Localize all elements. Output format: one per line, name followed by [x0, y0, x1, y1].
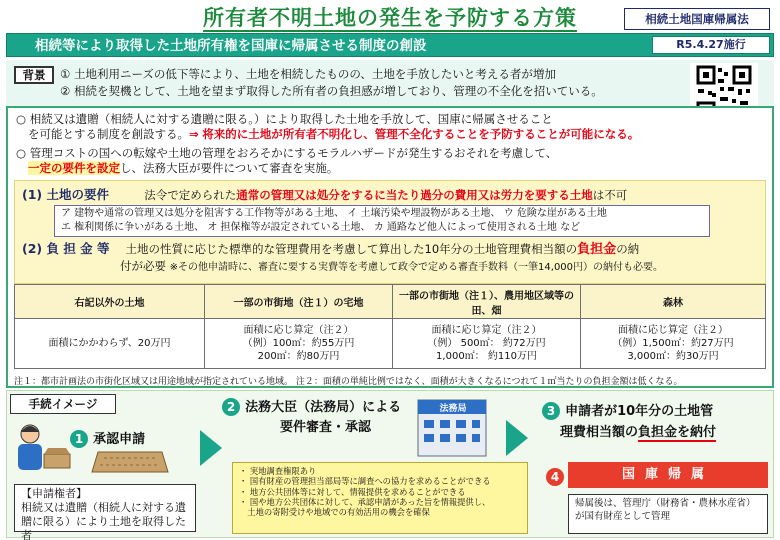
arrow-right-icon [200, 430, 222, 466]
fee-cell: 面積にかかわらず、20万円 [15, 319, 205, 369]
step-3: 3 申請者が10年分の土地管 理費相当額の負担金を納付 [542, 400, 772, 442]
point-2: ○ 管理コストの国への転嫁や土地の管理をおろそかにするモラルハザードが発生するおそれを考慮して、 一定の要件を設定し、法務大臣が要件について審査を実施。 [16, 146, 558, 175]
step-1: 1 承認申請 [70, 428, 145, 448]
fee-col-head: 一部の市街地（注１）の宅地 [205, 285, 393, 319]
land-icon [90, 448, 170, 480]
fee-col-head: 一部の市街地（注１）、農用地区域等の 田、畑 [393, 285, 581, 319]
system-banner: 相続等により取得した土地所有権を国庫に帰属させる制度の創設 [6, 33, 774, 57]
fee-requirement-row: (2) 負 担 金 等 土地の性質に応じた標準的な管理費用を考慮して算出した10年分の土地管理費相当額の負担金の納 付が必要 ※その他申請時に、審査に要する実費等を考慮して政令で定める審査手数料（一筆14,000円）の納付も必要。 [22, 241, 664, 273]
law-name-tag: 相続土地国庫帰属法 [624, 8, 770, 30]
step-1-number: 1 [70, 430, 88, 448]
step-4-number: 4 [546, 466, 564, 486]
step-2: 2 法務大臣（法務局）による 要件審査・承認 [222, 396, 452, 435]
background-line-1: ① 土地利用ニーズの低下等により、土地を相続したものの、土地を手放したいと考える者が増加 [60, 67, 556, 81]
applicant-icon [10, 418, 74, 486]
fee-note: 注１：都市計画法の市街化区域又は用途地域が指定されている地域。 注２：面積の単純比例ではなく、面積が大きくなるにつれて１㎡当たりの負担金額は低くなる。 [14, 377, 683, 387]
enforcement-date-tag: R5.4.27施行 [652, 36, 770, 54]
step-4-national-treasury: 国庫帰属 [568, 462, 768, 488]
point-1: ○ 相続又は遺贈（相続人に対する遺贈に限る。）により取得した土地を手放して、国庫に帰属させること を可能とする制度を創設する。⇒ 将来的に土地が所有者不明化し、管理不全化することを予防することが可能になる。 [16, 112, 640, 141]
fee-cell: 面積に応じ算定（注２） （例）1,500㎡：約27万円 3,000㎡：約30万円 [581, 319, 766, 369]
procedure-label: 手続イメージ [10, 394, 116, 414]
background-label: 背景 [14, 66, 54, 84]
land-requirement-row: (1) 土地の要件 法令で定められた通常の管理又は処分をするに当たり過分の費用又は労力を要する土地は不可 [22, 187, 628, 202]
fee-cell: 面積に応じ算定（注２） （例）100㎡：約55万円 200㎡：約80万円 [205, 319, 393, 369]
fee-cell: 面積に応じ算定（注２） （例） 500㎡： 約72万円 1,000㎡： 約110万円 [393, 319, 581, 369]
building-label: 法務局 [439, 404, 467, 414]
page-title: 所有者不明土地の発生を予防する方策 [203, 6, 577, 30]
fee-col-head: 右記以外の土地 [15, 285, 205, 319]
excluded-land-list: ア 建物や通常の管理又は処分を阻害する工作物等がある土地、 イ 土壌汚染や埋設物がある土地、 ウ 危険な崖がある土地 エ 権利関係に争いがある土地、 オ 担保権等が設定されている土地、 カ 通路など他人によって使用される土地 など [54, 205, 710, 237]
applicant-box: 【申請権者】 相続又は遺贈（相続人に対する遺贈に限る）により土地を取得した者 [14, 484, 196, 532]
fee-col-head: 森林 [581, 285, 766, 319]
support-box: ・ 実地調査権限あり ・ 国有財産の管理担当部局等に調査への協力を求めることができる ・ 地方公共団体等に対して、情報提供を求めることができる ・ 国や地方公共団体に対して、承認申請があった旨を情報提供し、 土地の寄附受けや地域での有効活用の機会を確保 [232, 462, 528, 534]
arrow-right-icon [506, 420, 528, 456]
after-attribution-box: 帰属後は、管理庁（財務省・農林水産省）が国有財産として管理 [568, 494, 768, 534]
background-line-2: ② 相続を契機として、土地を望まず取得した所有者の負担感が増しており、管理の不全化を招いている。 [60, 84, 603, 98]
fee-table [14, 284, 766, 369]
